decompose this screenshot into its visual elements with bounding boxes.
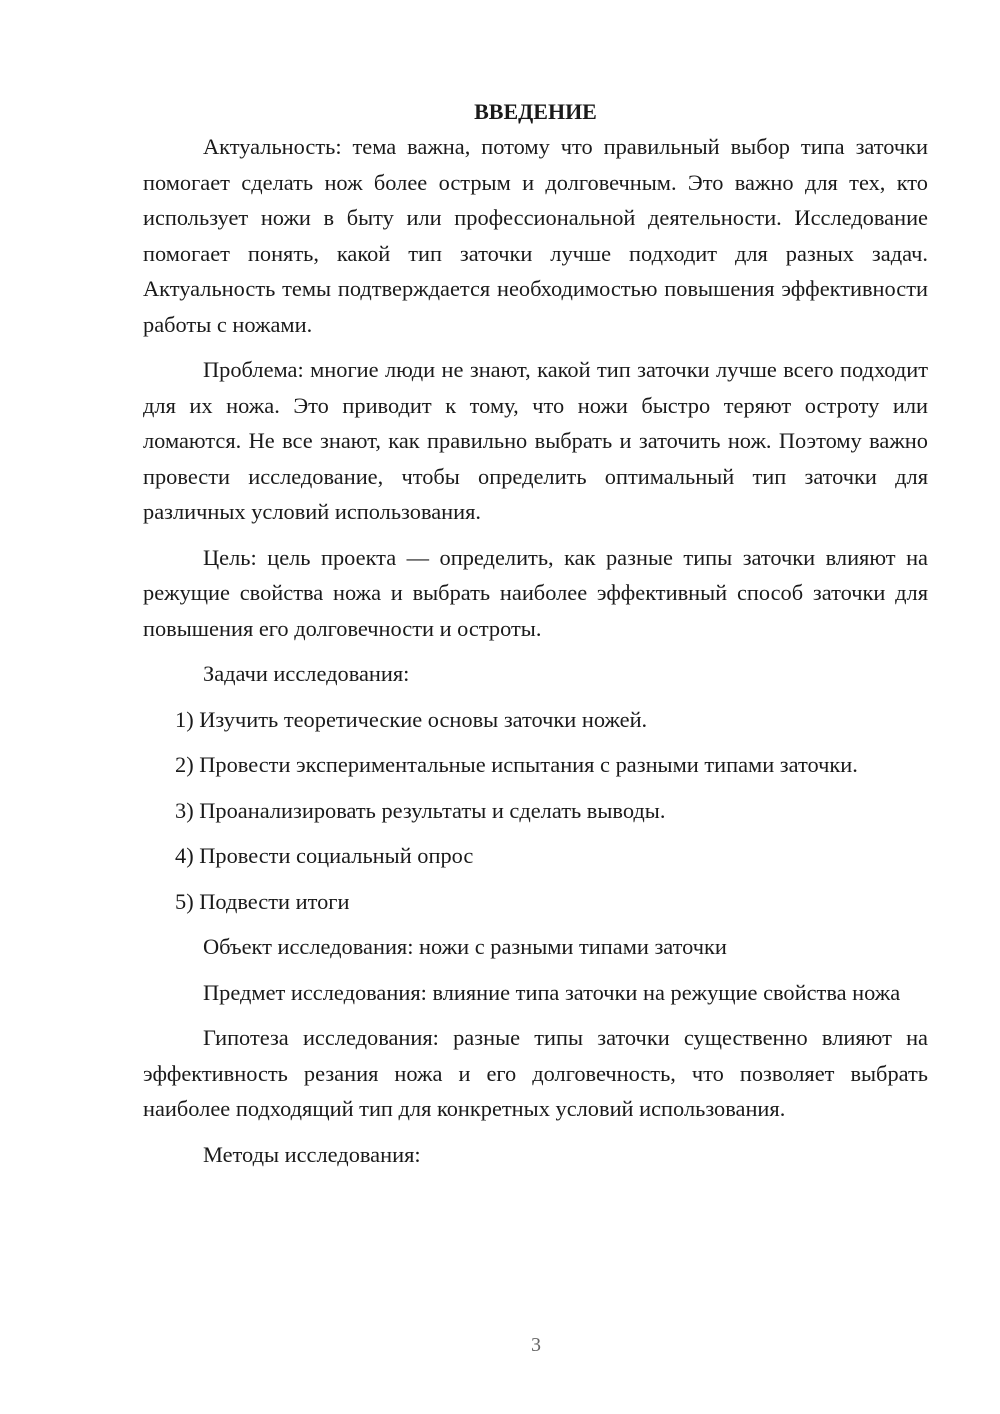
relevance-paragraph: Актуальность: тема важна, потому что правильный выбор типа заточки помогает сделать нож более острым и долговечным. Это важно для тех, кто использует ножи в быту или профессиональной деятельности. Исследование помогает понять, какой тип заточки лучше подходит для разных задач. Актуальность темы подтверждается необходимостью повышения эффективности работы с ножами. bbox=[143, 134, 928, 337]
task-item-2: 2) Провести экспериментальные испытания с разными типами заточки. bbox=[175, 752, 858, 777]
page-number: 3 bbox=[531, 1334, 541, 1356]
task-item-1: 1) Изучить теоретические основы заточки ножей. bbox=[175, 706, 648, 732]
task-item-4: 4) Провести социальный опрос bbox=[175, 843, 474, 868]
methods-label: Методы исследования: bbox=[203, 1141, 421, 1167]
task-item-5: 5) Подвести итоги bbox=[175, 888, 350, 914]
page-content bbox=[143, 94, 928, 1182]
section-title: ВВЕДЕНИЕ bbox=[474, 99, 597, 124]
problem-paragraph: Проблема: многие люди не знают, какой тип заточки лучше всего подходит для их ножа. Это приводит к тому, что ножи быстро теряют остроту или ломаются. Не все знают, как правильно выбрать и заточить нож. Поэтому важно провести исследование, чтобы определить оптимальный тип заточки для различных условий использования. bbox=[143, 357, 928, 524]
hypothesis-paragraph: Гипотеза исследования: разные типы заточки существенно влияют на эффективность резания ножа и его долговечность, что позволяет выбрать наиболее подходящий тип для конкретных условий использования. bbox=[143, 1025, 928, 1121]
task-item-3: 3) Проанализировать результаты и сделать выводы. bbox=[175, 797, 666, 823]
goal-paragraph: Цель: цель проекта — определить, как разные типы заточки влияют на режущие свойства ножа и выбрать наиболее эффективный способ заточки для повышения его долговечности и остроты. bbox=[143, 544, 928, 641]
subject-paragraph: Предмет исследования: влияние типа заточки на режущие свойства ножа bbox=[203, 979, 901, 1005]
object-paragraph: Объект исследования: ножи с разными типами заточки bbox=[203, 934, 727, 959]
tasks-label: Задачи исследования: bbox=[203, 661, 410, 686]
